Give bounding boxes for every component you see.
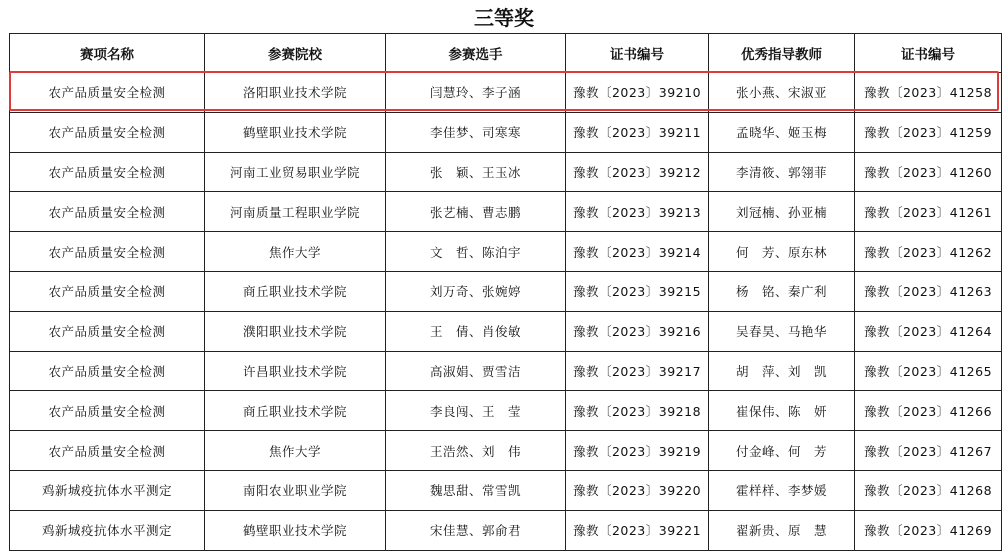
instructor-certificate-cell: 豫教〔2023〕41263 bbox=[855, 271, 1002, 311]
event-cell: 农产品质量安全检测 bbox=[10, 311, 205, 351]
table-row bbox=[10, 470, 1002, 510]
instructors-cell: 付金峰、何 芳 bbox=[709, 431, 855, 471]
page-title: 三等奖 bbox=[474, 6, 534, 30]
header-instructors: 优秀指导教师 bbox=[709, 34, 855, 73]
instructor-certificate-cell: 豫教〔2023〕41262 bbox=[855, 232, 1002, 272]
awards-table bbox=[9, 33, 1002, 551]
table-row bbox=[10, 311, 1002, 351]
event-cell: 农产品质量安全检测 bbox=[10, 192, 205, 232]
certificate-cell: 豫教〔2023〕39216 bbox=[566, 311, 709, 351]
certificate-cell: 豫教〔2023〕39217 bbox=[566, 351, 709, 391]
school-cell: 商丘职业技术学院 bbox=[205, 391, 386, 431]
table-row bbox=[10, 112, 1002, 152]
event-cell: 农产品质量安全检测 bbox=[10, 351, 205, 391]
school-cell: 河南工业贸易职业学院 bbox=[205, 152, 386, 192]
instructor-certificate-cell: 豫教〔2023〕41260 bbox=[855, 152, 1002, 192]
instructors-cell: 孟晓华、姬玉梅 bbox=[709, 112, 855, 152]
table-row bbox=[10, 192, 1002, 232]
table-header-row bbox=[10, 34, 1002, 73]
school-cell: 濮阳职业技术学院 bbox=[205, 311, 386, 351]
instructors-cell: 李清筱、郭翎菲 bbox=[709, 152, 855, 192]
school-cell: 河南质量工程职业学院 bbox=[205, 192, 386, 232]
certificate-cell: 豫教〔2023〕39211 bbox=[566, 112, 709, 152]
header-instructor-certificate-no: 证书编号 bbox=[855, 34, 1002, 73]
header-certificate-no: 证书编号 bbox=[566, 34, 709, 73]
event-cell: 农产品质量安全检测 bbox=[10, 271, 205, 311]
instructor-certificate-cell: 豫教〔2023〕41261 bbox=[855, 192, 1002, 232]
instructors-cell: 崔保伟、陈 妍 bbox=[709, 391, 855, 431]
contestants-cell: 王浩然、刘 伟 bbox=[386, 431, 566, 471]
contestants-cell: 闫慧玲、李子涵 bbox=[386, 73, 566, 113]
instructor-certificate-cell: 豫教〔2023〕41269 bbox=[855, 510, 1002, 550]
school-cell: 鹤壁职业技术学院 bbox=[205, 510, 386, 550]
certificate-cell: 豫教〔2023〕39219 bbox=[566, 431, 709, 471]
table-row bbox=[10, 73, 1002, 113]
instructors-cell: 何 芳、原东林 bbox=[709, 232, 855, 272]
instructor-certificate-cell: 豫教〔2023〕41259 bbox=[855, 112, 1002, 152]
instructors-cell: 吴春昊、马艳华 bbox=[709, 311, 855, 351]
certificate-cell: 豫教〔2023〕39213 bbox=[566, 192, 709, 232]
instructors-cell: 胡 萍、刘 凯 bbox=[709, 351, 855, 391]
instructors-cell: 张小燕、宋淑亚 bbox=[709, 73, 855, 113]
instructors-cell: 霍样样、李梦媛 bbox=[709, 470, 855, 510]
school-cell: 许昌职业技术学院 bbox=[205, 351, 386, 391]
contestants-cell: 高淑娟、贾雪洁 bbox=[386, 351, 566, 391]
event-cell: 农产品质量安全检测 bbox=[10, 152, 205, 192]
contestants-cell: 魏思甜、常雪凯 bbox=[386, 470, 566, 510]
table-row bbox=[10, 271, 1002, 311]
contestants-cell: 李佳梦、司寒寒 bbox=[386, 112, 566, 152]
instructor-certificate-cell: 豫教〔2023〕41267 bbox=[855, 431, 1002, 471]
table-row bbox=[10, 232, 1002, 272]
table-row bbox=[10, 351, 1002, 391]
school-cell: 洛阳职业技术学院 bbox=[205, 73, 386, 113]
table-row bbox=[10, 431, 1002, 471]
instructors-cell: 刘冠楠、孙亚楠 bbox=[709, 192, 855, 232]
table-row bbox=[10, 391, 1002, 431]
contestants-cell: 张 颖、王玉冰 bbox=[386, 152, 566, 192]
table-row bbox=[10, 152, 1002, 192]
school-cell: 焦作大学 bbox=[205, 232, 386, 272]
event-cell: 农产品质量安全检测 bbox=[10, 232, 205, 272]
school-cell: 焦作大学 bbox=[205, 431, 386, 471]
instructor-certificate-cell: 豫教〔2023〕41268 bbox=[855, 470, 1002, 510]
instructors-cell: 翟新贵、原 慧 bbox=[709, 510, 855, 550]
school-cell: 南阳农业职业学院 bbox=[205, 470, 386, 510]
event-cell: 农产品质量安全检测 bbox=[10, 431, 205, 471]
certificate-cell: 豫教〔2023〕39210 bbox=[566, 73, 709, 113]
school-cell: 鹤壁职业技术学院 bbox=[205, 112, 386, 152]
event-cell: 农产品质量安全检测 bbox=[10, 73, 205, 113]
school-cell: 商丘职业技术学院 bbox=[205, 271, 386, 311]
certificate-cell: 豫教〔2023〕39220 bbox=[566, 470, 709, 510]
header-event: 赛项名称 bbox=[10, 34, 205, 73]
certificate-cell: 豫教〔2023〕39218 bbox=[566, 391, 709, 431]
event-cell: 鸡新城疫抗体水平测定 bbox=[10, 510, 205, 550]
contestants-cell: 宋佳慧、郭俞君 bbox=[386, 510, 566, 550]
contestants-cell: 张艺楠、曹志鹏 bbox=[386, 192, 566, 232]
event-cell: 农产品质量安全检测 bbox=[10, 112, 205, 152]
contestants-cell: 李良闯、王 莹 bbox=[386, 391, 566, 431]
table-body bbox=[10, 73, 1002, 551]
table-row bbox=[10, 510, 1002, 550]
certificate-cell: 豫教〔2023〕39221 bbox=[566, 510, 709, 550]
instructor-certificate-cell: 豫教〔2023〕41258 bbox=[855, 73, 1002, 113]
instructor-certificate-cell: 豫教〔2023〕41265 bbox=[855, 351, 1002, 391]
header-school: 参赛院校 bbox=[205, 34, 386, 73]
certificate-cell: 豫教〔2023〕39214 bbox=[566, 232, 709, 272]
certificate-cell: 豫教〔2023〕39212 bbox=[566, 152, 709, 192]
event-cell: 农产品质量安全检测 bbox=[10, 391, 205, 431]
instructors-cell: 杨 铭、秦广利 bbox=[709, 271, 855, 311]
header-contestants: 参赛选手 bbox=[386, 34, 566, 73]
certificate-cell: 豫教〔2023〕39215 bbox=[566, 271, 709, 311]
instructor-certificate-cell: 豫教〔2023〕41264 bbox=[855, 311, 1002, 351]
event-cell: 鸡新城疫抗体水平测定 bbox=[10, 470, 205, 510]
instructor-certificate-cell: 豫教〔2023〕41266 bbox=[855, 391, 1002, 431]
contestants-cell: 刘万奇、张婉婷 bbox=[386, 271, 566, 311]
contestants-cell: 文 哲、陈泊宇 bbox=[386, 232, 566, 272]
contestants-cell: 王 倩、肖俊敏 bbox=[386, 311, 566, 351]
